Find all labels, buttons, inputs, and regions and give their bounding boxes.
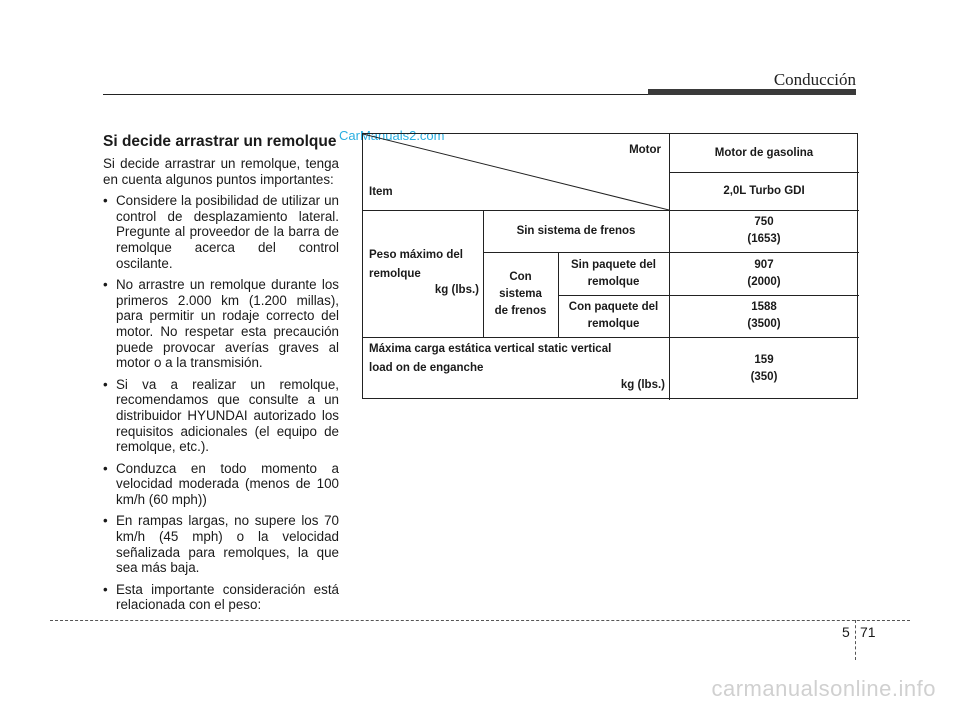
- without-package-label: Sin paquete del remolque: [571, 258, 656, 288]
- with-package-label: Con paquete del remolque: [568, 301, 659, 330]
- static-load-value: 159 (350): [750, 353, 778, 383]
- list-item: • Considere la posibilidad de utilizar un control de desplazamiento lateral. Pregunte al proveedor de la barra de remolque acerca del control oscilante.: [103, 193, 339, 271]
- watermark-bottom: carmanualsonline.info: [711, 676, 936, 701]
- article-intro: Si decide arrastrar un remolque, tenga en cuenta algunos puntos importantes:: [103, 156, 339, 187]
- max-weight-unit: kg (lbs.): [434, 284, 479, 296]
- list-item: • Conduzca en todo momento a velocidad moderada (menos de 100 km/h (60 mph)): [103, 461, 339, 508]
- page-section-title: Conducción: [773, 70, 856, 89]
- list-item: • Si va a realizar un remolque, recomendamos que consulte a un distribuidor HYUNDAI autorizado los requisitos adicionales (el equipo de remolque, etc.).: [103, 377, 339, 455]
- list-item: • Esta importante consideración está relacionada con el peso:: [103, 582, 339, 613]
- static-load-unit: kg (lbs.): [620, 379, 665, 391]
- watermark-top: CarManuals2.com: [339, 128, 445, 143]
- header-item: Item: [369, 186, 393, 198]
- with-brakes-label: Con sistema de frenos: [494, 271, 547, 317]
- with-package-value: 1588 (3500): [747, 301, 781, 330]
- without-package-value: 907 (2000): [747, 258, 781, 288]
- no-brakes-value: 750 (1653): [747, 216, 781, 245]
- static-load-label: Máxima carga estática vertical static vertical load on de enganche: [369, 343, 612, 374]
- engine-model-cell: 2,0L Turbo GDI: [723, 184, 805, 197]
- no-brakes-label: Sin sistema de frenos: [516, 224, 636, 237]
- header-diagonal: [363, 134, 669, 210]
- header-motor: Motor: [629, 144, 661, 156]
- list-item: • En rampas largas, no supere los 70 km/h (45 mph) o la velocidad señalizada para remolques, la que sea más baja.: [103, 513, 339, 575]
- header-accent-bar: [648, 89, 856, 95]
- list-item: • No arrastre un remolque durante los primeros 2.000 km (1.200 millas), para permitir un rodaje correcto del motor. No respetar esta precaución puede provocar averías graves al motor o a la transmisión.: [103, 277, 339, 371]
- header-rule: [103, 94, 648, 95]
- article-body: [103, 156, 339, 619]
- article-title: Si decide arrastrar un remolque: [103, 133, 337, 150]
- towing-spec-table: [362, 133, 858, 399]
- footer-rule: [50, 620, 910, 621]
- max-weight-label: Peso máximo del remolque: [369, 249, 463, 280]
- page-number: 71: [860, 624, 876, 640]
- engine-type-cell: Motor de gasolina: [714, 146, 814, 159]
- page-divider: [855, 620, 856, 660]
- chapter-number: 5: [842, 624, 850, 640]
- bullet-list: [103, 193, 339, 613]
